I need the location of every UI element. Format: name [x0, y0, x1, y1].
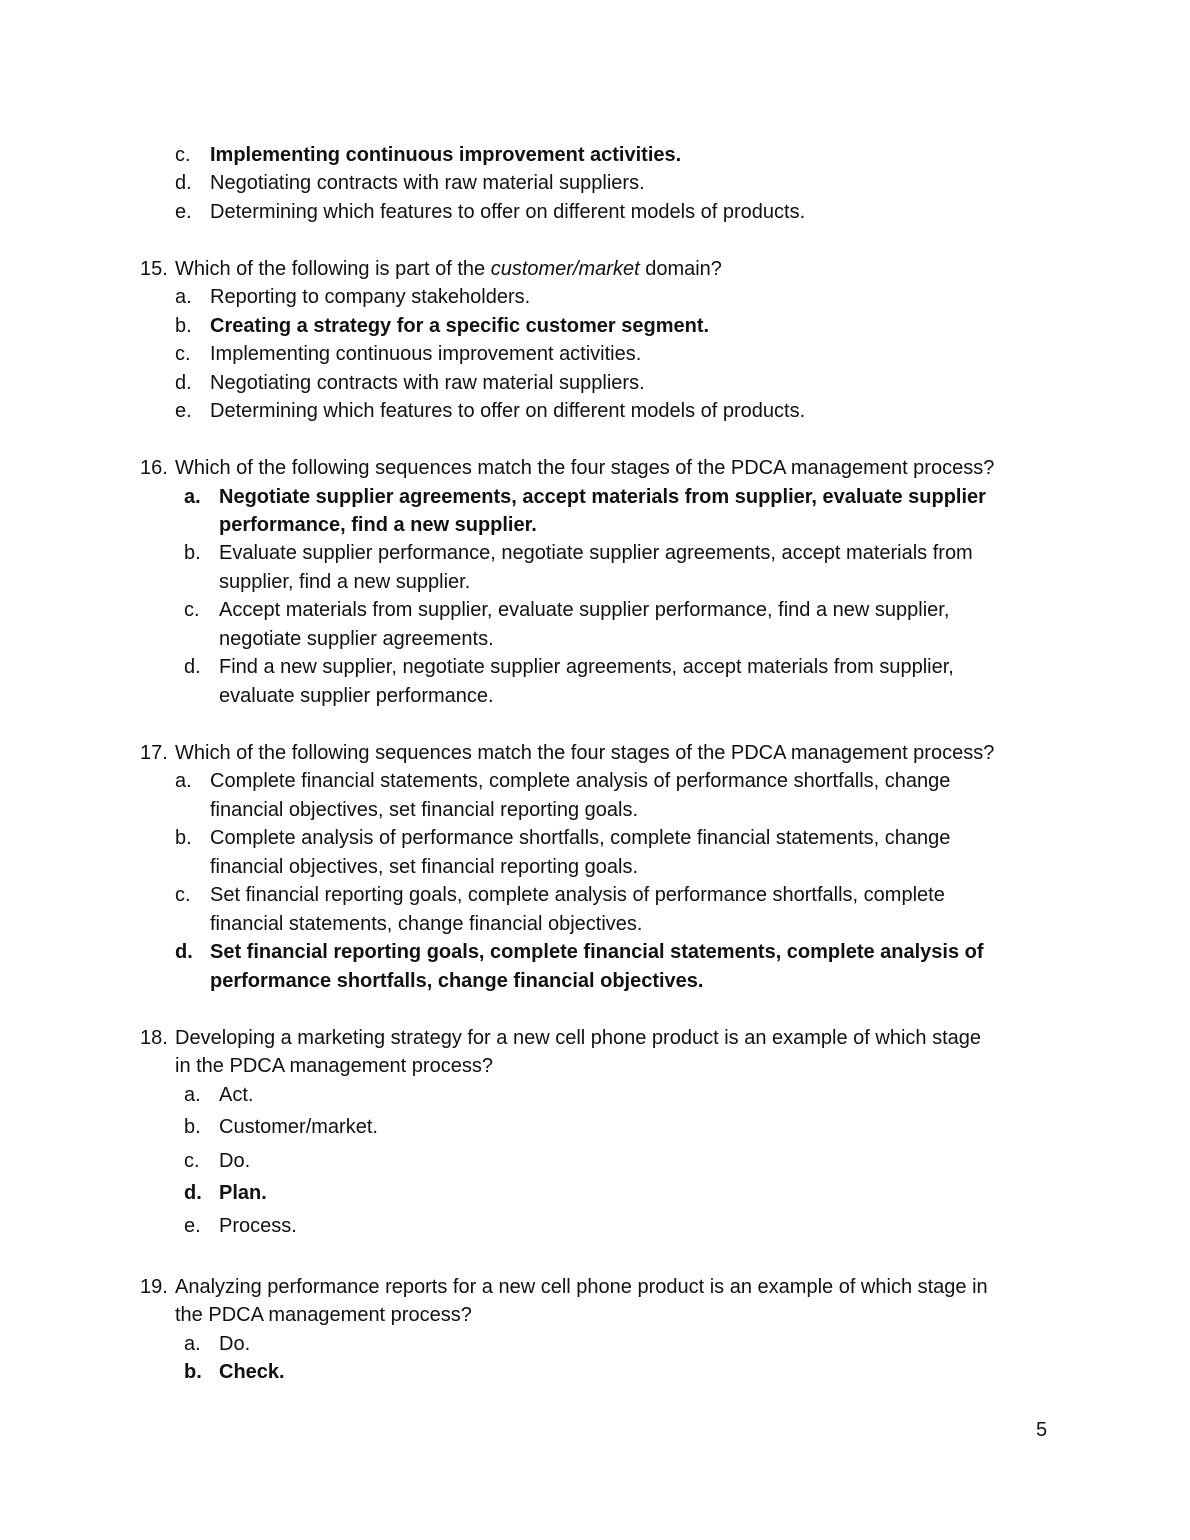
page-number: 5: [1036, 1419, 1048, 1441]
option-letter: e.: [184, 1215, 201, 1237]
option-letter: d.: [184, 656, 201, 678]
question-number: 18.: [140, 1027, 168, 1049]
option-letter: e.: [175, 400, 192, 422]
option-letter: a.: [184, 486, 201, 508]
option-text: financial statements, change financial objectives.: [210, 913, 643, 935]
option-text: Reporting to company stakeholders.: [210, 286, 531, 308]
option-text: financial objectives, set financial reporting goals.: [210, 799, 639, 821]
option-text-correct: Set financial reporting goals, complete financial statements, complete analysis of: [210, 941, 984, 963]
question-stem: [175, 255, 722, 283]
option-text: Determining which features to offer on different models of products.: [210, 400, 806, 422]
option-letter: d.: [175, 941, 193, 963]
option-text: supplier, find a new supplier.: [219, 571, 471, 593]
option-letter: b.: [184, 1361, 202, 1383]
option-text-correct: performance shortfalls, change financial objectives.: [210, 970, 704, 992]
question-stem: Which of the following sequences match the four stages of the PDCA management process?: [175, 742, 995, 764]
option-letter: d.: [175, 372, 192, 394]
question-number: 19.: [140, 1276, 168, 1298]
option-text: Set financial reporting goals, complete analysis of performance shortfalls, complete: [210, 884, 945, 906]
stem-part: Which of the following is part of the: [175, 258, 491, 280]
option-text-correct: Implementing continuous improvement activities.: [210, 144, 682, 166]
option-letter: c.: [175, 144, 191, 166]
option-text: negotiate supplier agreements.: [219, 628, 494, 650]
option-text: evaluate supplier performance.: [219, 685, 494, 707]
option-text: Do.: [219, 1333, 251, 1355]
option-letter: b.: [184, 1116, 201, 1138]
stem-italic: customer/market: [490, 258, 640, 280]
option-letter: a.: [175, 770, 192, 792]
option-letter: b.: [184, 542, 201, 564]
option-letter: a.: [184, 1084, 201, 1106]
option-text: Implementing continuous improvement activities.: [210, 343, 642, 365]
option-letter: d.: [175, 172, 192, 194]
option-letter: b.: [175, 827, 192, 849]
option-text-correct: performance, find a new supplier.: [219, 514, 537, 536]
question-stem: the PDCA management process?: [175, 1304, 472, 1326]
option-letter: b.: [175, 315, 192, 337]
option-text: Evaluate supplier performance, negotiate supplier agreements, accept materials from: [219, 542, 973, 564]
option-letter: c.: [175, 343, 191, 365]
option-letter: d.: [184, 1182, 202, 1204]
option-letter: e.: [175, 201, 192, 223]
option-text-correct: Negotiate supplier agreements, accept materials from supplier, evaluate supplier: [219, 486, 986, 508]
option-text: Process.: [219, 1215, 297, 1237]
option-letter: c.: [184, 1150, 200, 1172]
option-letter: a.: [175, 286, 192, 308]
option-letter: c.: [175, 884, 191, 906]
question-number: 17.: [140, 742, 168, 764]
question-stem: Which of the following sequences match the four stages of the PDCA management process?: [175, 457, 995, 479]
option-text: Find a new supplier, negotiate supplier agreements, accept materials from supplier,: [219, 656, 954, 678]
option-text: Act.: [219, 1084, 254, 1106]
option-letter: a.: [184, 1333, 201, 1355]
question-number: 15.: [140, 258, 168, 280]
option-letter: c.: [184, 599, 200, 621]
option-text: Negotiating contracts with raw material suppliers.: [210, 372, 645, 394]
option-text: Do.: [219, 1150, 251, 1172]
option-text-correct: Plan.: [219, 1182, 267, 1204]
option-text-correct: Check.: [219, 1361, 285, 1383]
option-text: Determining which features to offer on different models of products.: [210, 201, 806, 223]
option-text: Negotiating contracts with raw material suppliers.: [210, 172, 645, 194]
option-text-correct: Creating a strategy for a specific customer segment.: [210, 315, 710, 337]
stem-part: domain?: [639, 258, 722, 280]
option-text: Complete analysis of performance shortfalls, complete financial statements, change: [210, 827, 951, 849]
option-text: Complete financial statements, complete analysis of performance shortfalls, change: [210, 770, 951, 792]
option-text: financial objectives, set financial reporting goals.: [210, 856, 639, 878]
question-stem: Analyzing performance reports for a new cell phone product is an example of which stage in: [175, 1276, 988, 1298]
question-stem: Developing a marketing strategy for a new cell phone product is an example of which stage: [175, 1027, 982, 1049]
option-text: Customer/market.: [219, 1116, 378, 1138]
option-text: Accept materials from supplier, evaluate supplier performance, find a new supplier,: [219, 599, 950, 621]
question-stem: in the PDCA management process?: [175, 1055, 493, 1077]
question-number: 16.: [140, 457, 168, 479]
